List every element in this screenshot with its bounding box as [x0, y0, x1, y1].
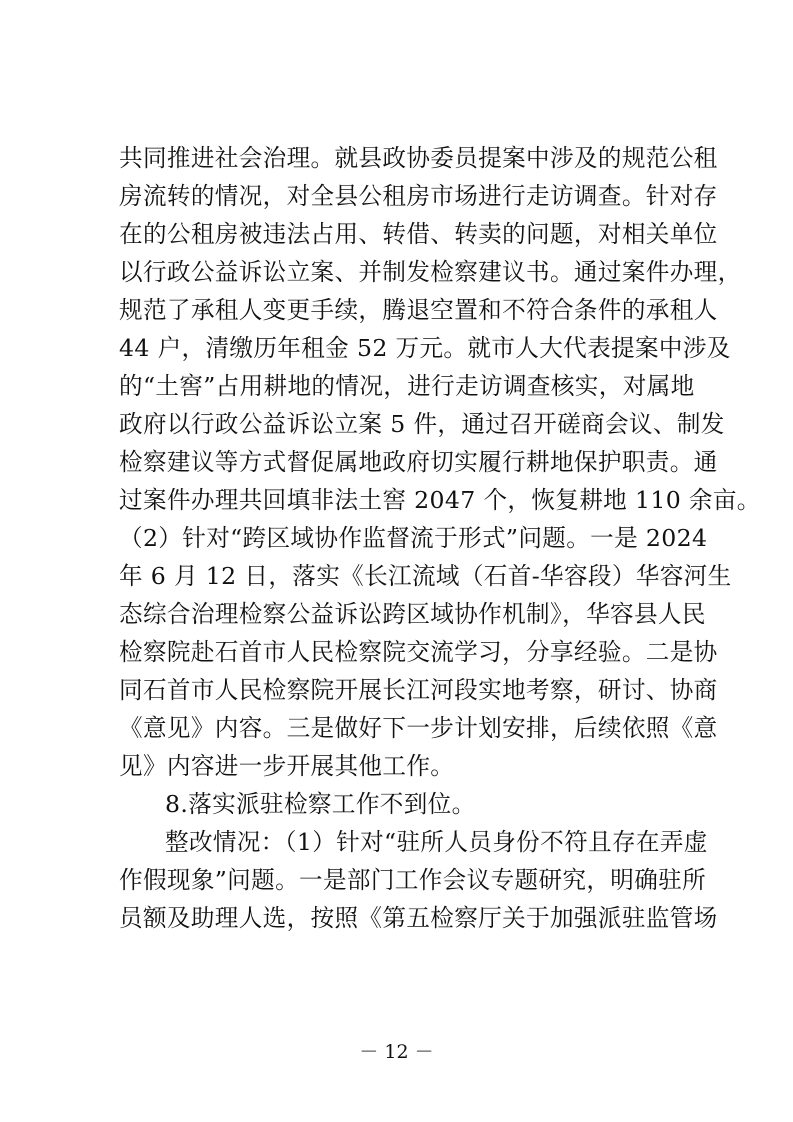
body-text-line: 在的公租房被违法占用、转借、转卖的问题，对相关单位 [119, 220, 718, 248]
body-text-line: 态综合治理检察公益诉讼跨区域协作机制》，华容县人民 [119, 600, 706, 628]
body-text-line: 规范了承租人变更手续，腾退空置和不符合条件的承租人 [119, 296, 718, 324]
page-number: － 12 － [359, 1041, 434, 1063]
body-text-line: 同石首市人民检察院开展长江河段实地考察，研讨、协商 [119, 676, 718, 704]
body-text-line: 政府以行政公益诉讼立案 5 件，通过召开磋商会议、制发 [119, 410, 725, 438]
body-text-line: （2）针对“跨区域协作监督流于形式”问题。一是 2024 [119, 524, 708, 552]
body-text-line: 的“土窖”占用耕地的情况，进行走访调查核实，对属地 [119, 372, 695, 400]
body-text-line: 44 户，清缴历年租金 52 万元。就市人大代表提案中涉及 [119, 334, 731, 362]
body-text-line: 员额及助理人选，按照《第五检察厅关于加强派驻监管场 [119, 904, 718, 932]
body-text-line: 年 6 月 12 日，落实《长江流域（石首-华容段）华容河生 [119, 562, 732, 590]
body-text-line: 过案件办理共回填非法土窖 2047 个，恢复耕地 110 余亩。 [119, 486, 761, 514]
body-text-line: 以行政公益诉讼立案、并制发检察建议书。通过案件办理， [119, 258, 742, 286]
body-text-line: 《意见》内容。三是做好下一步计划安排，后续依照《意 [119, 714, 718, 742]
body-text-line: 房流转的情况，对全县公租房市场进行走访调查。针对存 [119, 182, 718, 210]
body-text-line: 检察院赴石首市人民检察院交流学习，分享经验。二是协 [119, 638, 718, 666]
body-text-line: 检察建议等方式督促属地政府切实履行耕地保护职责。通 [119, 448, 718, 476]
body-text-line: 共同推进社会治理。就县政协委员提案中涉及的规范公租 [119, 144, 718, 172]
body-text-line: 整改情况：（1）针对“驻所人员身份不符且存在弄虚 [165, 828, 708, 856]
body-text-line: 作假现象”问题。一是部门工作会议专题研究，明确驻所 [119, 866, 707, 894]
body-text-line: 见》内容进一步开展其他工作。 [119, 752, 455, 780]
section-heading: 8.落实派驻检察工作不到位。 [165, 790, 476, 818]
